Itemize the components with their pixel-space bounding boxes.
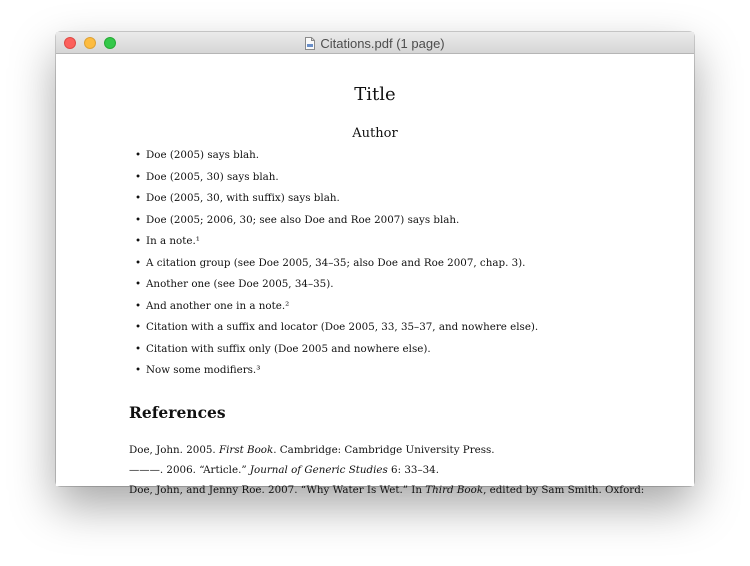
list-item: [135, 277, 538, 299]
references-heading: References: [129, 403, 226, 422]
list-item-text: Citation with a suffix and locator (Doe 2005, 33, 35–37, and nowhere else).: [146, 321, 539, 333]
reference-text: ———. 2006. “Article.”: [129, 464, 250, 476]
list-item-text: Doe (2005, 30) says blah.: [146, 170, 279, 183]
bullet-marker: •: [135, 170, 142, 183]
references-list: [129, 440, 644, 500]
bullet-marker: •: [135, 364, 142, 376]
bullet-marker: •: [135, 299, 142, 312]
reference-entry: [129, 480, 644, 500]
bullet-marker: •: [135, 342, 142, 355]
list-item: [135, 191, 538, 213]
reference-text: Doe, John. 2005.: [129, 444, 219, 456]
bullet-marker: •: [135, 321, 142, 333]
bullet-marker: •: [135, 256, 142, 269]
list-item-text: Now some modifiers.³: [146, 364, 261, 376]
reference-entry: [129, 460, 644, 480]
list-item: [135, 342, 538, 364]
list-item-text: Doe (2005; 2006, 30; see also Doe and Roe 2007) says blah.: [146, 213, 460, 226]
list-item-text: And another one in a note.²: [146, 299, 290, 312]
list-item-text: A citation group (see Doe 2005, 34–35; also Doe and Roe 2007, chap. 3).: [146, 256, 526, 269]
reference-entry: [129, 440, 644, 460]
reference-text: Doe, John, and Jenny Roe. 2007. “Why Water Is Wet.” In: [129, 484, 426, 496]
list-item-text: Another one (see Doe 2005, 34–35).: [146, 278, 334, 290]
citation-list: [135, 148, 539, 385]
bullet-marker: •: [135, 213, 142, 226]
list-item-text: Doe (2005) says blah.: [146, 149, 260, 161]
bullet-marker: •: [135, 192, 142, 204]
document-title: Title: [354, 84, 396, 105]
list-item: [135, 148, 538, 170]
list-item-text: Citation with suffix only (Doe 2005 and nowhere else).: [146, 342, 431, 355]
reference-book-title: First Book: [218, 444, 274, 456]
list-item: [135, 256, 538, 278]
bullet-marker: •: [135, 235, 142, 247]
reference-book-title: Third Book: [425, 484, 484, 496]
reference-journal-title: Journal of Generic Studies: [249, 464, 388, 476]
list-item: [135, 213, 538, 235]
list-item-text: Doe (2005, 30, with suffix) says blah.: [146, 192, 340, 204]
document-author: Author: [352, 126, 398, 141]
pdf-page[interactable]: [56, 54, 694, 496]
bullet-marker: •: [135, 278, 142, 290]
list-item: [135, 363, 538, 385]
reference-text: , edited by Sam Smith. Oxford:: [483, 484, 645, 496]
window-title-group: [56, 32, 694, 54]
list-item: [135, 234, 538, 256]
reference-text: 6: 33–34.: [387, 464, 439, 476]
preview-window: [56, 32, 694, 496]
list-item: [135, 170, 538, 192]
title-bar[interactable]: [56, 32, 694, 54]
list-item: [135, 299, 538, 321]
list-item: [135, 320, 539, 342]
bullet-marker: •: [135, 149, 142, 161]
reference-text: . Cambridge: Cambridge University Press.: [273, 444, 495, 456]
window-title: Citations.pdf (1 page): [320, 35, 445, 51]
pdf-document-icon[interactable]: [305, 37, 315, 50]
list-item-text: In a note.¹: [146, 235, 200, 247]
